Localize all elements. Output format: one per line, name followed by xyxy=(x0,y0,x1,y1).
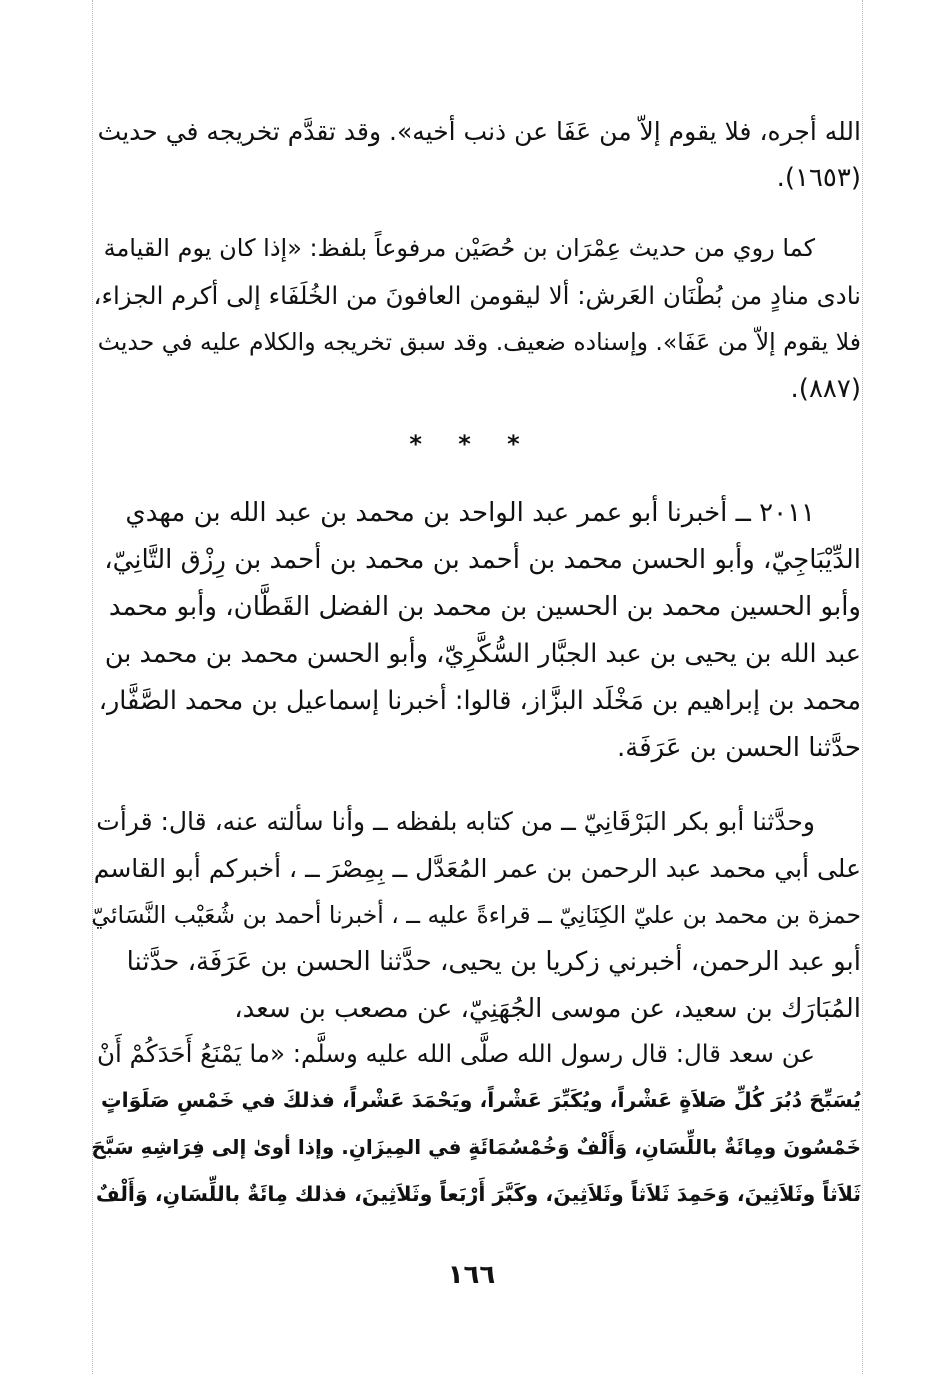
page-number: ١٦٦ xyxy=(447,1260,496,1290)
text-line: عن سعد قال: قال رسول الله صلَّى الله عليه وسلَّم: «ما يَمْنَعُ أَحَدَكُمْ أَنْ xyxy=(97,1039,815,1068)
text-line: حدَّثنا الحسن بن عَرَفَة. xyxy=(617,733,861,763)
text-line: المُبَارَك بن سعيد، عن موسى الجُهَنِيّ، عن مصعب بن سعد، xyxy=(234,994,861,1024)
text-line: على أبي محمد عبد الرحمن بن عمر المُعَدَّل ــ بِمِصْرَ ــ ، أخبركم أبو القاسم xyxy=(93,854,861,883)
text-line: ٢٠١١ ــ أخبرنا أبو عمر عبد الواحد بن محمد بن عبد الله بن مهدي xyxy=(125,498,815,528)
paragraph-hadith-matn xyxy=(91,1030,861,1218)
text-line: كما روي من حديث عِمْرَان بن حُصَيْن مرفوعاً بلفظ: «إذا كان يوم القيامة xyxy=(103,234,815,262)
text-line: أبو عبد الرحمن، أخبرني زكريا بن يحيى، حدَّثنا الحسن بن عَرَفَة، حدَّثنا xyxy=(126,947,861,977)
text-line: محمد بن إبراهيم بن مَخْلَد البزَّاز، قالوا: أخبرنا إسماعيل بن محمد الصَّفَّار، xyxy=(98,686,861,716)
text-line: نادى منادٍ من بُطْنَان العَرش: ألا ليقومن العافونَ من الخُلَفَاء إلى أكرم الجزاء، xyxy=(93,281,861,310)
hadith-2011-isnad xyxy=(91,490,861,772)
text-line: وأبو الحسين محمد بن الحسين بن محمد بن الفضل القَطَّان، وأبو محمد xyxy=(108,592,861,622)
text-line: ثَلاَثاً وثَلاَثِينَ، وَحَمِدَ ثَلاَثاً وثَلاَثِينَ، وكَبَّرَ أَرْبَعاً وثَلاَثِينَ، فذلك مِائَةٌ باللِّسَانِ، وَأَلْفٌ xyxy=(95,1182,861,1206)
section-separator: * * * xyxy=(409,430,534,458)
text-line: يُسَبِّحَ دُبُرَ كُلِّ صَلاَةٍ عَشْراً، ويُكَبِّرَ عَشْراً، ويَحْمَدَ عَشْراً، فذلكَ في خَمْسِ صَلَوَاتٍ xyxy=(101,1088,861,1112)
text-line: خَمْسُونَ ومِائَةٌ باللِّسَانِ، وَأَلْفٌ وَخُمْسُمَائَةٍ في المِيزَانِ. وإذا أوىٰ إلى فِرَاشِهِ سَبَّحَ xyxy=(91,1135,861,1159)
text-line: الله أجره، فلا يقوم إلاّ من عَفَا عن ذنب أخيه». وقد تقدَّم تخريجه في حديث xyxy=(97,117,861,146)
text-line: عبد الله بن يحيى بن عبد الجبَّار السُّكَّرِيّ، وأبو الحسن محمد بن محمد بن xyxy=(104,639,861,669)
paragraph-continuation xyxy=(91,108,861,202)
text-line: الدِّيْبَاجِيّ، وأبو الحسن محمد بن أحمد بن محمد بن أحمد بن رِزْق التَّانِيّ، xyxy=(104,545,861,575)
paragraph-barqani-chain xyxy=(91,798,861,1033)
text-line: (٨٨٧). xyxy=(790,374,861,404)
text-line: وحدَّثنا أبو بكر البَرْقَانِيّ ــ من كتابه بلفظه ــ وأنا سألته عنه، قال: قرأت xyxy=(96,807,815,836)
right-margin-guide xyxy=(862,0,863,1374)
paragraph-imran-hadith xyxy=(91,225,861,413)
text-line: (١٦٥٣). xyxy=(776,163,861,193)
text-line: حمزة بن محمد بن عليّ الكِنَانِيّ ــ قراءةً عليه ــ ، أخبرنا أحمد بن شُعَيْب النَّسَائيّ xyxy=(91,901,861,929)
text-line: فلا يقوم إلاّ من عَفَا». وإسناده ضعيف. وقد سبق تخريجه والكلام عليه في حديث xyxy=(97,328,861,356)
